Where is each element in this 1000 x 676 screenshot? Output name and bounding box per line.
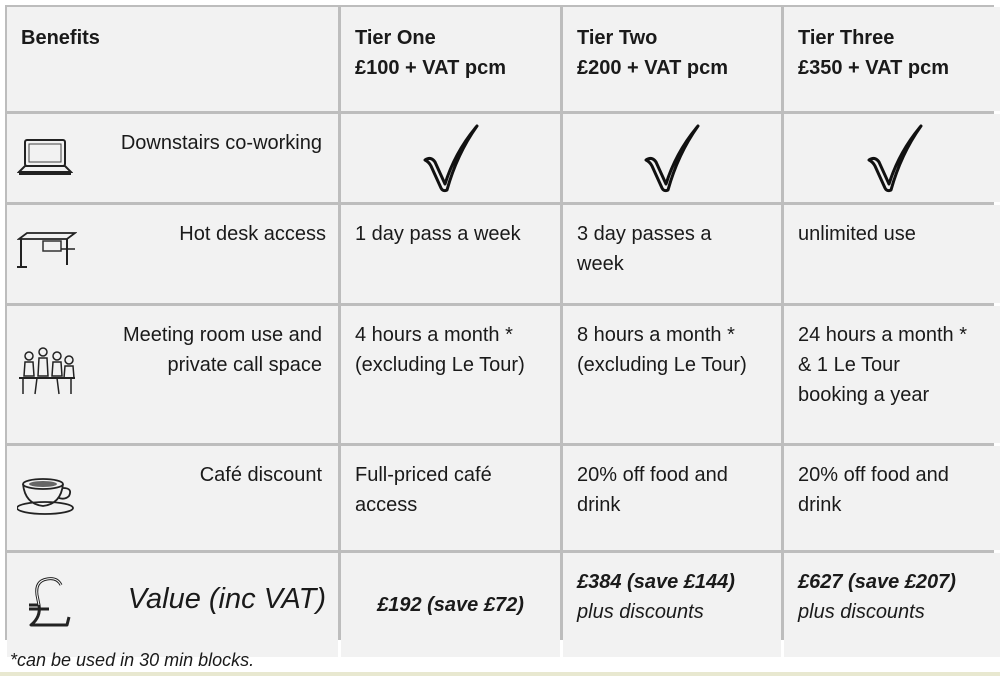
tier-one-hotdesk (341, 205, 560, 303)
tier-three-hotdesk (784, 205, 1000, 303)
tier-three-meeting-line3: booking a year (798, 384, 930, 406)
tier-two-hotdesk (563, 205, 781, 303)
tier-three-value-sub: plus discounts (798, 601, 925, 623)
tier-three-cafe-line1: 20% off food and (798, 464, 949, 486)
tier-one-hotdesk-value: 1 day pass a week (355, 223, 521, 245)
tier-three-name: Tier Three (798, 27, 895, 49)
header-benefits (7, 7, 338, 111)
laptop-icon (17, 136, 73, 189)
tier-two-value-main: £384 (save £144) (577, 571, 735, 593)
row-value-label-cell (7, 553, 338, 657)
tier-three-hotdesk-value: unlimited use (798, 223, 916, 245)
row-hotdesk-label: Hot desk access (179, 223, 326, 245)
tier-two-meeting-line1: 8 hours a month * (577, 324, 735, 346)
tier-one-price: £100 + VAT pcm (355, 57, 506, 79)
bottom-divider (0, 672, 1000, 676)
tier-one-name: Tier One (355, 27, 436, 49)
tier-one-meeting-line2: (excluding Le Tour) (355, 354, 525, 376)
row-cafe-label-cell (7, 446, 338, 550)
coffee-cup-icon (17, 476, 79, 525)
row-coworking-label-cell (7, 114, 338, 202)
tier-three-coworking-check (784, 114, 1000, 202)
desk-icon (17, 227, 77, 280)
footnote: *can be used in 30 min blocks. (10, 650, 255, 670)
tier-one-value-text: £192 (save £72) (377, 594, 524, 616)
checkmark-icon (421, 122, 481, 194)
tier-two-cafe (563, 446, 781, 550)
row-meeting-label-line2: private call space (167, 354, 322, 376)
row-meeting-label-cell (7, 306, 338, 443)
header-tier-three (784, 7, 1000, 111)
tier-one-cafe (341, 446, 560, 550)
tier-three-meeting (784, 306, 1000, 443)
pricing-table (5, 5, 994, 640)
tier-one-cafe-line2: access (355, 494, 418, 516)
tier-two-value (563, 553, 781, 657)
tier-two-meeting (563, 306, 781, 443)
tier-one-value (341, 553, 560, 657)
row-coworking-label: Downstairs co-working (120, 132, 322, 154)
tier-two-meeting-line2: (excluding Le Tour) (577, 354, 747, 376)
tier-two-price: £200 + VAT pcm (577, 57, 728, 79)
tier-two-name: Tier Two (577, 27, 658, 49)
tier-one-coworking-check (341, 114, 560, 202)
tier-three-value (784, 553, 1000, 657)
tier-two-cafe-line2: drink (577, 494, 621, 516)
tier-one-meeting (341, 306, 560, 443)
tier-three-cafe-line2: drink (798, 494, 842, 516)
header-tier-one (341, 7, 560, 111)
tier-two-cafe-line1: 20% off food and (577, 464, 728, 486)
tier-three-value-main: £627 (save £207) (798, 571, 956, 593)
tier-three-meeting-line1: 24 hours a month * (798, 324, 967, 346)
checkmark-icon (865, 122, 925, 194)
checkmark-icon (642, 122, 702, 194)
pound-icon (23, 575, 75, 640)
row-cafe-label: Café discount (199, 464, 322, 486)
tier-three-cafe (784, 446, 1000, 550)
tier-one-cafe-line1: Full-priced café (355, 464, 492, 486)
tier-three-price: £350 + VAT pcm (798, 57, 949, 79)
row-hotdesk-label-cell (7, 205, 338, 303)
header-tier-two (563, 7, 781, 111)
header-benefits-label: Benefits (21, 27, 100, 49)
tier-two-coworking-check (563, 114, 781, 202)
row-value-label: Value (inc VAT) (127, 583, 326, 615)
tier-two-hotdesk-value: 3 day passes a week (577, 223, 712, 275)
row-meeting-label (123, 320, 322, 380)
tier-two-value-sub: plus discounts (577, 601, 704, 623)
tier-one-meeting-line1: 4 hours a month * (355, 324, 513, 346)
tier-three-meeting-line2: & 1 Le Tour (798, 354, 900, 376)
meeting-icon (17, 346, 77, 407)
row-meeting-label-line1: Meeting room use and (122, 324, 322, 346)
